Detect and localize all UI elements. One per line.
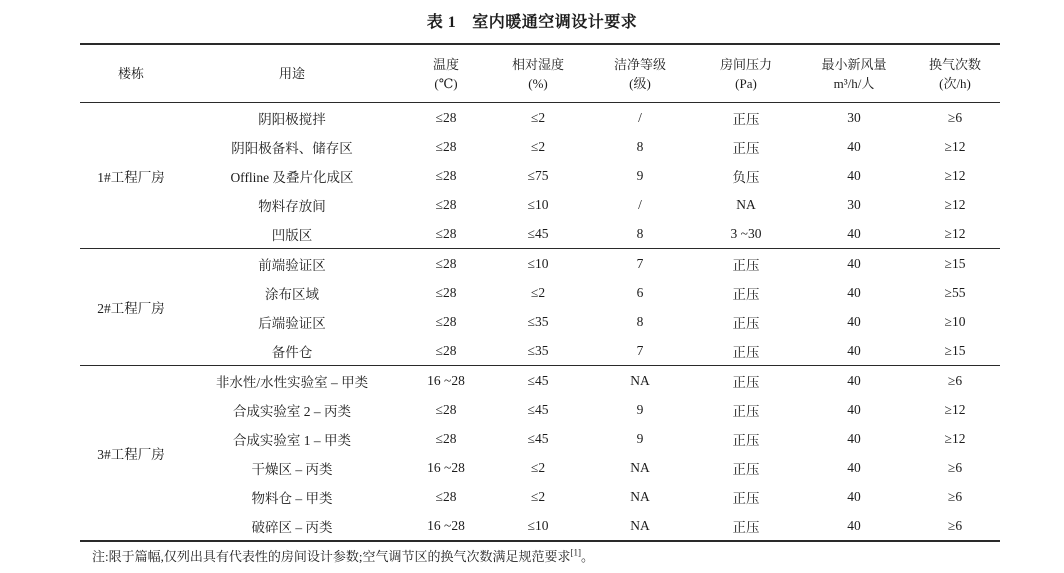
value-cell: 40 bbox=[847, 284, 861, 300]
value-cell: / bbox=[638, 109, 642, 125]
value-cell: ≤28 bbox=[435, 430, 457, 446]
value-cell: ≤10 bbox=[527, 196, 549, 212]
col-header-air-changes: 换气次数 (次/h) bbox=[910, 44, 1000, 103]
usage-cell: 非水性/水性实验室 – 甲类 bbox=[182, 366, 402, 396]
value-cell: ≤2 bbox=[530, 109, 546, 125]
usage-cell: 阴阳极搅拌 bbox=[258, 111, 326, 127]
header-row bbox=[80, 44, 1000, 103]
value-cell: 30 bbox=[847, 196, 861, 212]
table-row bbox=[80, 190, 1000, 219]
value-cell: ≤28 bbox=[402, 249, 490, 279]
value-cell: ≥55 bbox=[944, 284, 966, 300]
value-cell: 40 bbox=[847, 167, 861, 183]
table-footnote bbox=[92, 548, 1064, 566]
value-cell: 正压 bbox=[732, 490, 760, 506]
value-cell: 16 ~28 bbox=[402, 366, 490, 396]
value-cell: 7 bbox=[586, 249, 694, 279]
usage-cell: 后端验证区 bbox=[258, 315, 326, 331]
table-row bbox=[80, 161, 1000, 190]
value-cell: ≤45 bbox=[490, 366, 586, 396]
value-cell: 8 bbox=[636, 313, 644, 329]
value-cell: 40 bbox=[847, 430, 861, 446]
col-header-building: 楼栋 bbox=[80, 44, 182, 103]
value-cell: ≥6 bbox=[947, 488, 963, 504]
value-cell: 8 bbox=[636, 138, 644, 154]
value-cell: 正压 bbox=[732, 519, 760, 535]
value-cell: ≤28 bbox=[435, 488, 457, 504]
usage-cell: 涂布区域 bbox=[265, 286, 319, 302]
col-header-temperature: 温度 (℃) bbox=[402, 44, 490, 103]
usage-cell: 破碎区 – 丙类 bbox=[251, 519, 333, 535]
building-cell: 2#工程厂房 bbox=[80, 249, 182, 366]
value-cell: 3 ~30 bbox=[730, 225, 762, 241]
usage-cell: 物料存放间 bbox=[258, 198, 326, 214]
col-header-fresh-air: 最小新风量 m³/h/人 bbox=[798, 44, 910, 103]
usage-cell: 阴阳极备料、储存区 bbox=[231, 140, 353, 156]
value-cell: ≤45 bbox=[527, 401, 549, 417]
value-cell: ≤28 bbox=[435, 225, 457, 241]
value-cell: ≤45 bbox=[527, 225, 549, 241]
col-header-humidity: 相对湿度 (%) bbox=[490, 44, 586, 103]
value-cell: 40 bbox=[798, 366, 910, 396]
value-cell: 8 bbox=[636, 225, 644, 241]
value-cell: 正压 bbox=[732, 461, 760, 477]
value-cell: ≤28 bbox=[435, 196, 457, 212]
table-row bbox=[80, 511, 1000, 541]
value-cell: ≤10 bbox=[490, 249, 586, 279]
table-row bbox=[80, 336, 1000, 366]
value-cell: 40 bbox=[847, 313, 861, 329]
value-cell: 负压 bbox=[732, 169, 760, 185]
value-cell: ≤28 bbox=[435, 401, 457, 417]
table-body bbox=[80, 103, 1000, 542]
col-header-usage: 用途 bbox=[182, 44, 402, 103]
value-cell: 16 ~28 bbox=[427, 459, 465, 475]
value-cell: 16 ~28 bbox=[427, 517, 465, 533]
value-cell: 正压 bbox=[732, 315, 760, 331]
value-cell: ≥12 bbox=[944, 138, 966, 154]
usage-cell: 合成实验室 1 – 甲类 bbox=[232, 432, 352, 448]
table-title-text: 室内暖通空调设计要求 bbox=[472, 14, 638, 31]
table-row bbox=[80, 453, 1000, 482]
value-cell: 9 bbox=[636, 401, 644, 417]
value-cell: 9 bbox=[636, 167, 644, 183]
value-cell: ≥12 bbox=[944, 196, 966, 212]
value-cell: 40 bbox=[847, 459, 861, 475]
usage-cell: 干燥区 – 丙类 bbox=[251, 461, 333, 477]
value-cell: ≤10 bbox=[527, 517, 549, 533]
value-cell: ≥12 bbox=[944, 401, 966, 417]
usage-cell: 前端验证区 bbox=[182, 249, 402, 279]
usage-cell: 物料仓 – 甲类 bbox=[251, 490, 333, 506]
value-cell: ≤2 bbox=[530, 138, 546, 154]
value-cell: 30 bbox=[847, 109, 861, 125]
table-row bbox=[80, 424, 1000, 453]
value-cell: ≤28 bbox=[435, 138, 457, 154]
value-cell: ≥12 bbox=[944, 225, 966, 241]
value-cell: ≤45 bbox=[527, 430, 549, 446]
table-row bbox=[80, 103, 1000, 133]
value-cell: 40 bbox=[847, 342, 861, 358]
usage-cell: 合成实验室 2 – 丙类 bbox=[232, 403, 352, 419]
citation-ref: [1] bbox=[570, 547, 581, 558]
value-cell: ≤2 bbox=[530, 459, 546, 475]
value-cell: NA bbox=[630, 459, 650, 475]
value-cell: ≥6 bbox=[910, 366, 1000, 396]
hvac-design-table bbox=[80, 43, 1000, 542]
value-cell: 正压 bbox=[732, 286, 760, 302]
table-row bbox=[80, 307, 1000, 336]
value-cell: ≤28 bbox=[435, 313, 457, 329]
table-row bbox=[80, 219, 1000, 249]
value-cell: 正压 bbox=[732, 403, 760, 419]
table-row bbox=[80, 482, 1000, 511]
table-number: 表 1 bbox=[426, 14, 457, 31]
value-cell: ≤35 bbox=[527, 342, 549, 358]
value-cell: 40 bbox=[798, 249, 910, 279]
value-cell: / bbox=[638, 196, 642, 212]
value-cell: 6 bbox=[636, 284, 644, 300]
value-cell: ≤2 bbox=[530, 488, 546, 504]
building-cell: 1#工程厂房 bbox=[97, 169, 165, 185]
value-cell: NA bbox=[630, 488, 650, 504]
value-cell: ≤75 bbox=[527, 167, 549, 183]
value-cell: 40 bbox=[847, 517, 861, 533]
value-cell: ≥10 bbox=[944, 313, 966, 329]
value-cell: 正压 bbox=[732, 111, 760, 127]
value-cell: 正压 bbox=[732, 344, 760, 360]
value-cell: ≤28 bbox=[435, 167, 457, 183]
value-cell: 正压 bbox=[694, 366, 798, 396]
value-cell: 9 bbox=[636, 430, 644, 446]
value-cell: ≤2 bbox=[530, 284, 546, 300]
value-cell: 40 bbox=[847, 488, 861, 504]
table-row bbox=[80, 278, 1000, 307]
value-cell: ≥12 bbox=[944, 430, 966, 446]
value-cell: ≥12 bbox=[944, 167, 966, 183]
value-cell: 40 bbox=[847, 138, 861, 154]
table-row bbox=[80, 132, 1000, 161]
value-cell: ≤28 bbox=[435, 109, 457, 125]
value-cell: ≤28 bbox=[435, 284, 457, 300]
usage-cell: Offline 及叠片化成区 bbox=[230, 169, 354, 185]
value-cell: 7 bbox=[636, 342, 644, 358]
value-cell: ≤28 bbox=[435, 342, 457, 358]
building-cell: 3#工程厂房 bbox=[80, 366, 182, 542]
value-cell: 正压 bbox=[732, 432, 760, 448]
table-row bbox=[80, 249, 1000, 279]
col-header-cleanliness: 洁净等级 (级) bbox=[586, 44, 694, 103]
value-cell: ≥15 bbox=[944, 342, 966, 358]
footnote-period: 。 bbox=[580, 549, 594, 564]
value-cell: ≥15 bbox=[910, 249, 1000, 279]
value-cell: 正压 bbox=[694, 249, 798, 279]
table-row bbox=[80, 395, 1000, 424]
footnote-text: 注:限于篇幅,仅列出具有代表性的房间设计参数;空气调节区的换气次数满足规范要求 bbox=[92, 549, 571, 564]
usage-cell: 备件仓 bbox=[271, 344, 313, 360]
value-cell: NA bbox=[736, 196, 756, 212]
value-cell: 40 bbox=[847, 225, 861, 241]
value-cell: ≤35 bbox=[527, 313, 549, 329]
value-cell: ≥6 bbox=[947, 517, 963, 533]
table-row bbox=[80, 366, 1000, 396]
col-header-pressure: 房间压力 (Pa) bbox=[694, 44, 798, 103]
value-cell: ≥6 bbox=[947, 109, 963, 125]
usage-cell: 凹版区 bbox=[271, 227, 313, 243]
value-cell: 40 bbox=[847, 401, 861, 417]
value-cell: 正压 bbox=[732, 140, 760, 156]
value-cell: NA bbox=[630, 517, 650, 533]
value-cell: NA bbox=[586, 366, 694, 396]
table-title bbox=[0, 0, 1064, 34]
value-cell: ≥6 bbox=[947, 459, 963, 475]
